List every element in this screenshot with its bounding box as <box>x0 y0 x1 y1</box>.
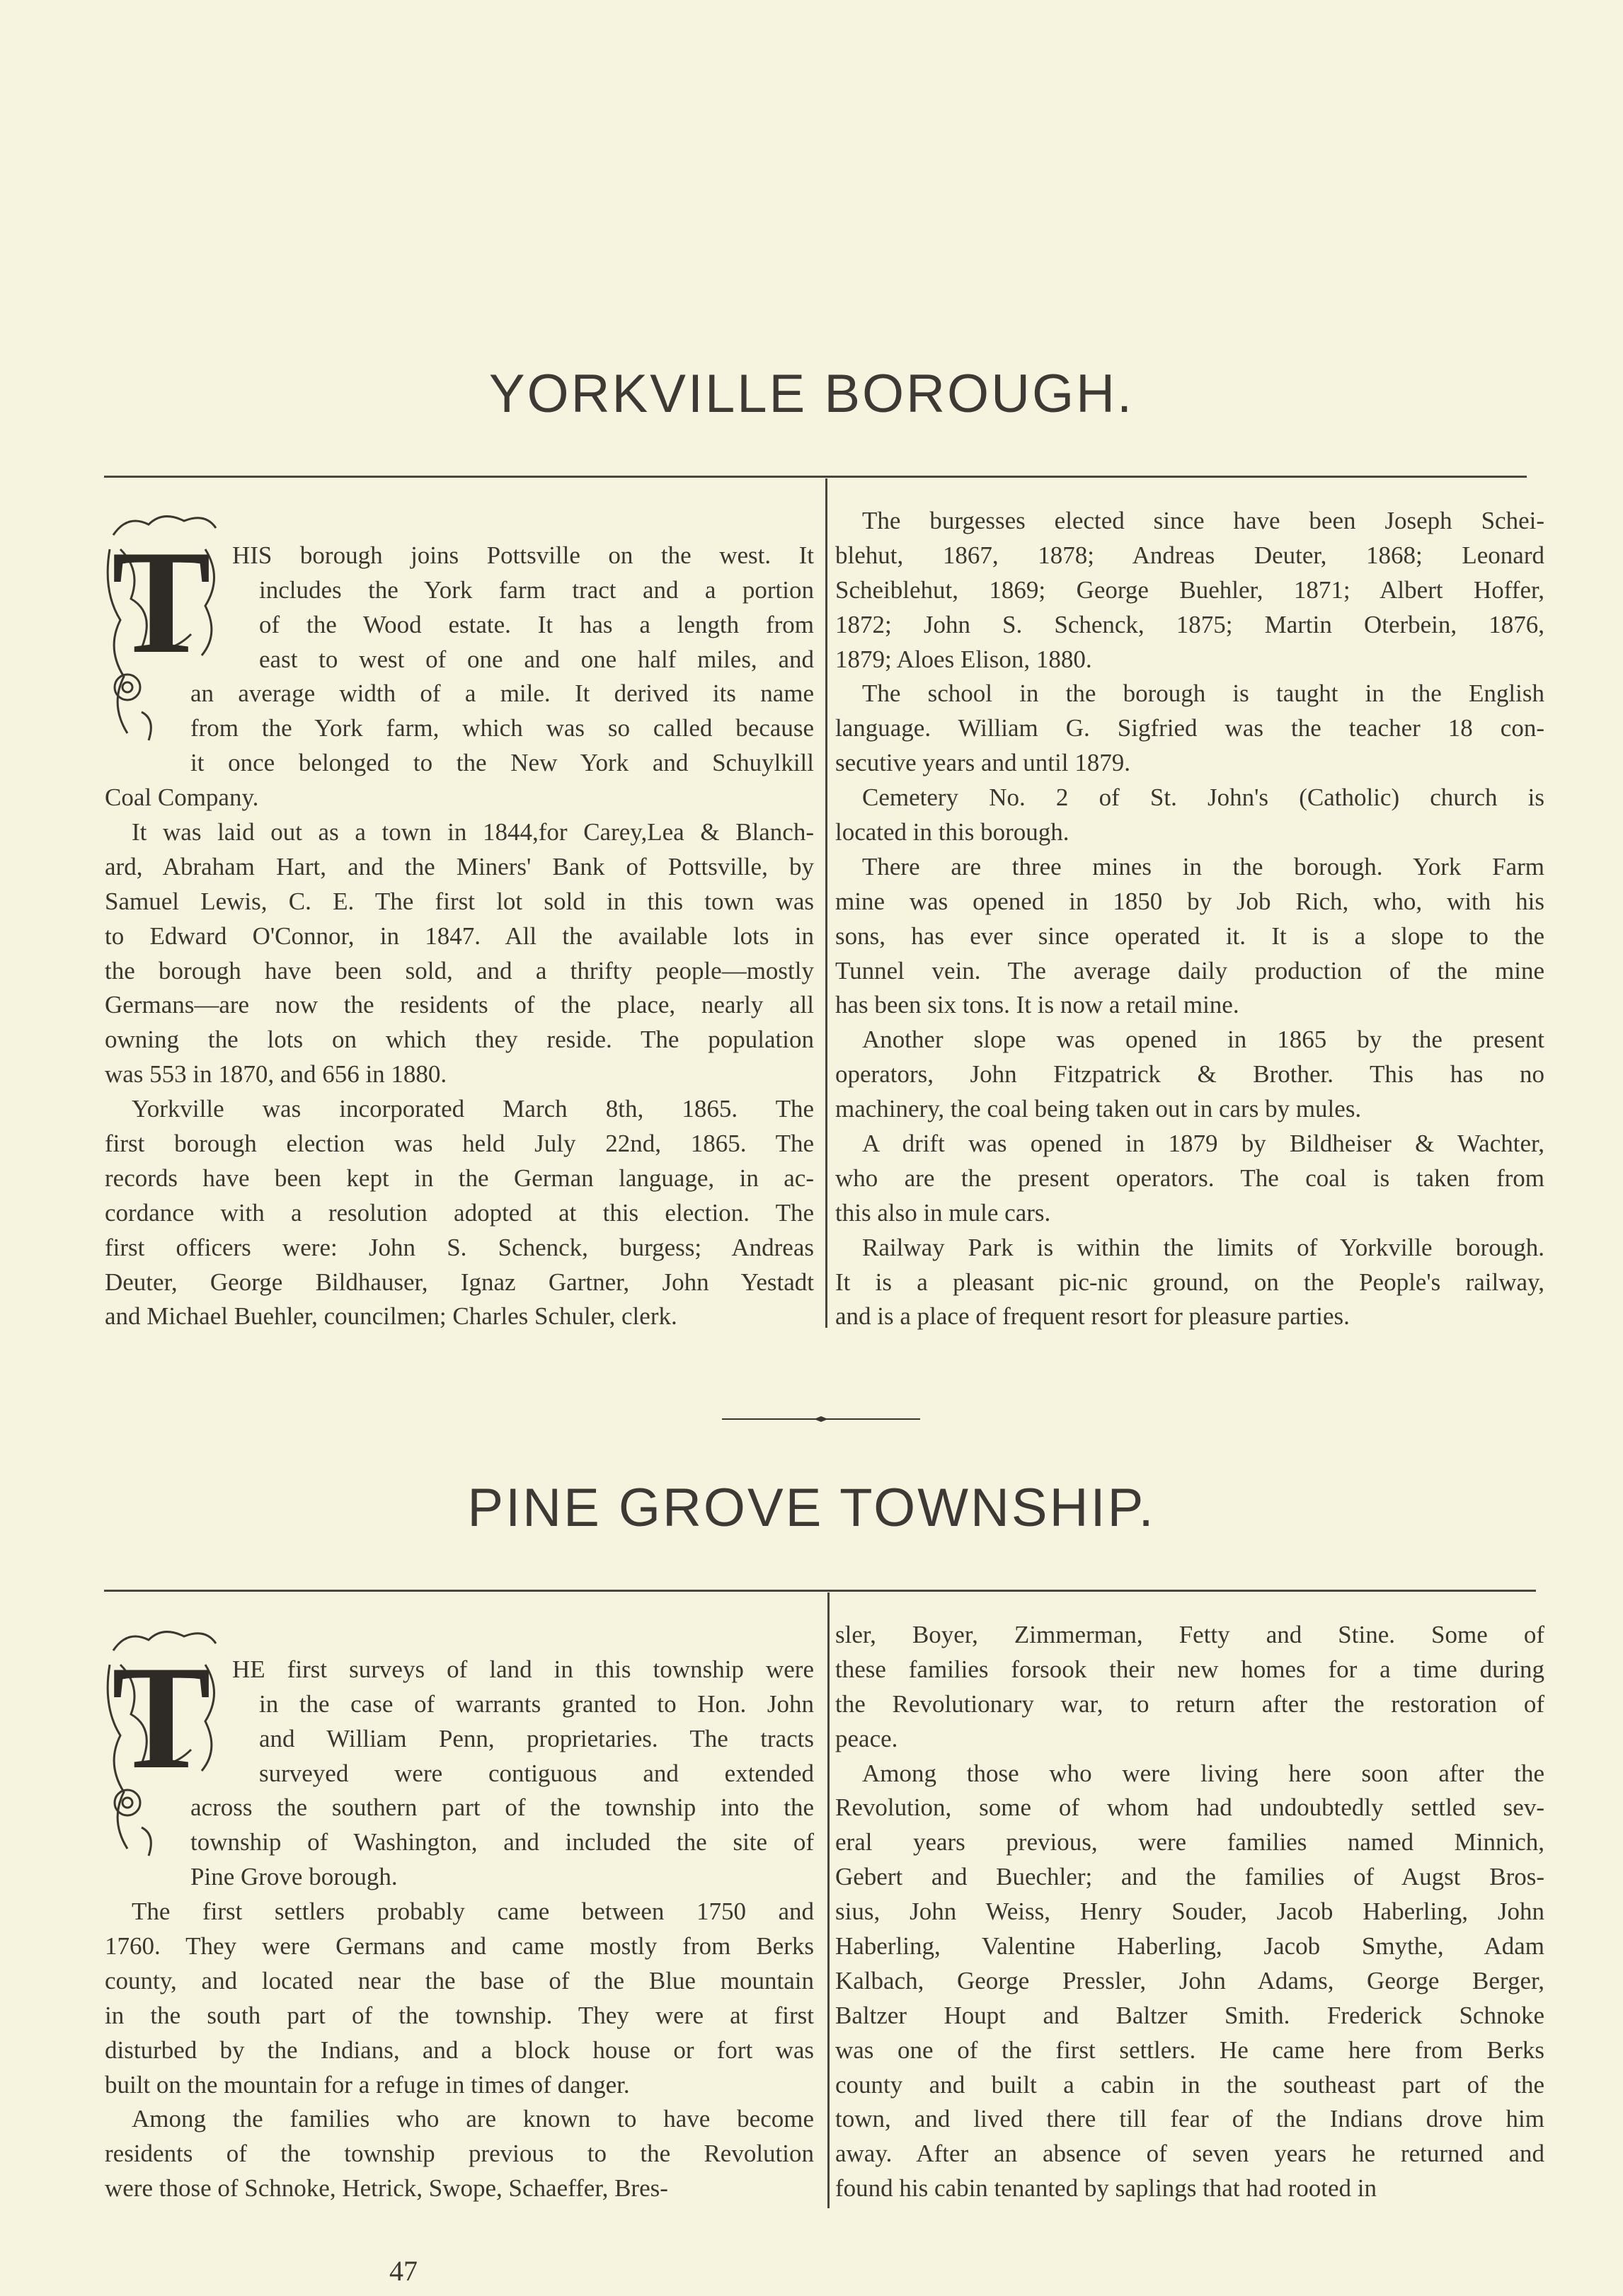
ornamental-dropcap-t <box>99 1622 226 1870</box>
text-line: to Edward O'Connor, in 1847. All the available lots in <box>105 922 814 950</box>
text-line: sler, Boyer, Zimmerman, Fetty and Stine. Some of <box>835 1621 1544 1648</box>
text-line: There are three mines in the borough. York Farm <box>862 852 1544 880</box>
text-line: these families forsook their new homes for a time during <box>835 1655 1544 1683</box>
text-line: county and built a cabin in the southeast part of the <box>835 2070 1544 2099</box>
text-line: first borough election was held July 22nd, 1865. The <box>105 1130 814 1158</box>
text-line: Samuel Lewis, C. E. The first lot sold in this town was <box>105 887 814 915</box>
section-title-yorkville: YORKVILLE BOROUGH. <box>488 364 1135 424</box>
text-line: across the southern part of the township into the <box>190 1793 814 1822</box>
text-line: A drift was opened in 1879 by Bildheiser & Wachter, <box>862 1130 1544 1158</box>
text-line: The first settlers probably came between 1750 and <box>132 1898 814 1926</box>
text-line: machinery, the coal being taken out in cars by mules. <box>835 1095 1362 1123</box>
text-line: owning the lots on which they reside. The population <box>105 1026 814 1054</box>
text-line: east to west of one and one half miles, and <box>259 645 814 673</box>
text-line: and is a place of frequent resort for pleasure parties. <box>835 1302 1350 1331</box>
text-line: Railway Park is within the limits of Yorkville borough. <box>862 1233 1544 1261</box>
text-line: The school in the borough is taught in the English <box>862 679 1544 708</box>
text-line: who are the present operators. The coal is taken from <box>835 1164 1544 1192</box>
column-divider <box>827 1592 830 2208</box>
text-line: Tunnel vein. The average daily production of the mine <box>835 956 1544 985</box>
text-line: Pine Grove borough. <box>190 1863 398 1891</box>
text-line: it once belonged to the New York and Schuylkill <box>190 749 814 777</box>
section-rule <box>104 476 1527 478</box>
text-line: records have been kept in the German language, in ac- <box>105 1164 814 1192</box>
text-line: has been six tons. It is now a retail mine. <box>835 991 1239 1019</box>
text-line: It is a pleasant pic-nic ground, on the People's railway, <box>835 1268 1544 1296</box>
text-line: language. William G. Sigfried was the teacher 18 con- <box>835 714 1544 742</box>
section-separator-ornament <box>722 1413 920 1418</box>
text-line: residents of the township previous to the Revolution <box>105 2140 814 2168</box>
text-line: 1760. They were Germans and came mostly from Berks <box>105 1932 814 1961</box>
svg-text:T: T <box>111 1636 212 1800</box>
ornamental-dropcap-t <box>99 507 226 754</box>
text-line: an average width of a mile. It derived its name <box>190 679 814 708</box>
text-line: disturbed by the Indians, and a block house or fort was <box>105 2036 814 2064</box>
text-line: peace. <box>835 1724 898 1752</box>
text-line: operators, John Fitzpatrick & Brother. This has no <box>835 1060 1544 1089</box>
text-line: of the Wood estate. It has a length from <box>259 610 814 638</box>
text-line: secutive years and until 1879. <box>835 749 1130 777</box>
text-line: county, and located near the base of the Blue mountain <box>105 1966 814 1994</box>
text-line: township of Washington, and included the site of <box>190 1828 814 1856</box>
text-line: Scheiblehut, 1869; George Buehler, 1871; Albert Hoffer, <box>835 575 1544 604</box>
text-line: Gebert and Buechler; and the families of Augst Bros- <box>835 1863 1544 1891</box>
text-line: first officers were: John S. Schenck, burgess; Andreas <box>105 1233 814 1261</box>
text-line: ard, Abraham Hart, and the Miners' Bank of Pottsville, by <box>105 852 814 880</box>
right-column <box>835 1618 1544 2206</box>
text-line: Among those who were living here soon after the <box>862 1759 1544 1787</box>
text-line: Cemetery No. 2 of St. John's (Catholic) church is <box>862 783 1544 812</box>
text-line: Baltzer Houpt and Baltzer Smith. Frederick Schnoke <box>835 2001 1544 2029</box>
text-line: HE first surveys of land in this township were <box>232 1655 814 1683</box>
svg-text:T: T <box>111 520 212 684</box>
text-line: Among the families who are known to have become <box>132 2105 814 2133</box>
page-number: 47 <box>389 2255 418 2287</box>
text-line: sons, has ever since operated it. It is a slope to the <box>835 922 1544 950</box>
text-line: in the case of warrants granted to Hon. John <box>259 1689 814 1718</box>
text-line: Revolution, some of whom had undoubtedly settled sev- <box>835 1793 1544 1822</box>
text-line: was 553 in 1870, and 656 in 1880. <box>105 1060 447 1089</box>
text-line: Another slope was opened in 1865 by the present <box>862 1026 1544 1054</box>
text-line: Yorkville was incorporated March 8th, 1865. The <box>132 1095 814 1123</box>
text-line: this also in mule cars. <box>835 1198 1051 1227</box>
text-line: was one of the first settlers. He came here from Berks <box>835 2036 1544 2064</box>
text-line: HIS borough joins Pottsville on the west. It <box>232 541 814 569</box>
text-line: located in this borough. <box>835 818 1069 846</box>
text-line: the Revolutionary war, to return after the restoration of <box>835 1689 1544 1718</box>
text-line: includes the York farm tract and a portion <box>259 575 814 604</box>
dropcap-ornament-icon <box>99 1622 226 1870</box>
text-line: Haberling, Valentine Haberling, Jacob Smythe, Adam <box>835 1932 1544 1961</box>
text-line: Kalbach, George Pressler, John Adams, George Berger, <box>835 1966 1544 1994</box>
section-title-pine-grove: PINE GROVE TOWNSHIP. <box>467 1478 1156 1538</box>
text-line: Coal Company. <box>105 783 259 812</box>
right-column <box>835 504 1544 1334</box>
text-line: were those of Schnoke, Hetrick, Swope, Schaeffer, Bres- <box>105 2174 668 2203</box>
text-line: eral years previous, were families named Minnich, <box>835 1828 1544 1856</box>
text-line: surveyed were contiguous and extended <box>259 1759 814 1787</box>
text-line: the borough have been sold, and a thrifty people—mostly <box>105 956 814 985</box>
text-line: blehut, 1867, 1878; Andreas Deuter, 1868; Leonard <box>835 541 1544 569</box>
section-rule <box>104 1590 1536 1592</box>
dropcap-ornament-icon <box>99 507 226 754</box>
text-line: and William Penn, proprietaries. The tracts <box>259 1724 814 1752</box>
text-line: The burgesses elected since have been Joseph Schei- <box>862 507 1544 534</box>
text-line: It was laid out as a town in 1844,for Carey,Lea & Blanch- <box>132 818 814 846</box>
text-line: in the south part of the township. They were at first <box>105 2001 814 2029</box>
column-divider <box>825 478 827 1328</box>
text-line: built on the mountain for a refuge in times of danger. <box>105 2070 630 2099</box>
text-line: from the York farm, which was so called because <box>190 714 814 742</box>
text-line: found his cabin tenanted by saplings that had rooted in <box>835 2174 1377 2203</box>
text-line: cordance with a resolution adopted at this election. The <box>105 1198 814 1227</box>
text-line: away. After an absence of seven years he returned and <box>835 2140 1544 2168</box>
text-line: 1872; John S. Schenck, 1875; Martin Oterbein, 1876, <box>835 610 1544 638</box>
text-line: town, and lived there till fear of the Indians drove him <box>835 2105 1544 2133</box>
text-line: mine was opened in 1850 by Job Rich, who, with his <box>835 887 1544 915</box>
text-line: sius, John Weiss, Henry Souder, Jacob Haberling, John <box>835 1898 1544 1926</box>
text-line: Deuter, George Bildhauser, Ignaz Gartner, John Yestadt <box>105 1268 814 1296</box>
text-line: 1879; Aloes Elison, 1880. <box>835 645 1092 673</box>
text-line: Germans—are now the residents of the place, nearly all <box>105 991 814 1019</box>
text-line: and Michael Buehler, councilmen; Charles Schuler, clerk. <box>105 1302 677 1331</box>
